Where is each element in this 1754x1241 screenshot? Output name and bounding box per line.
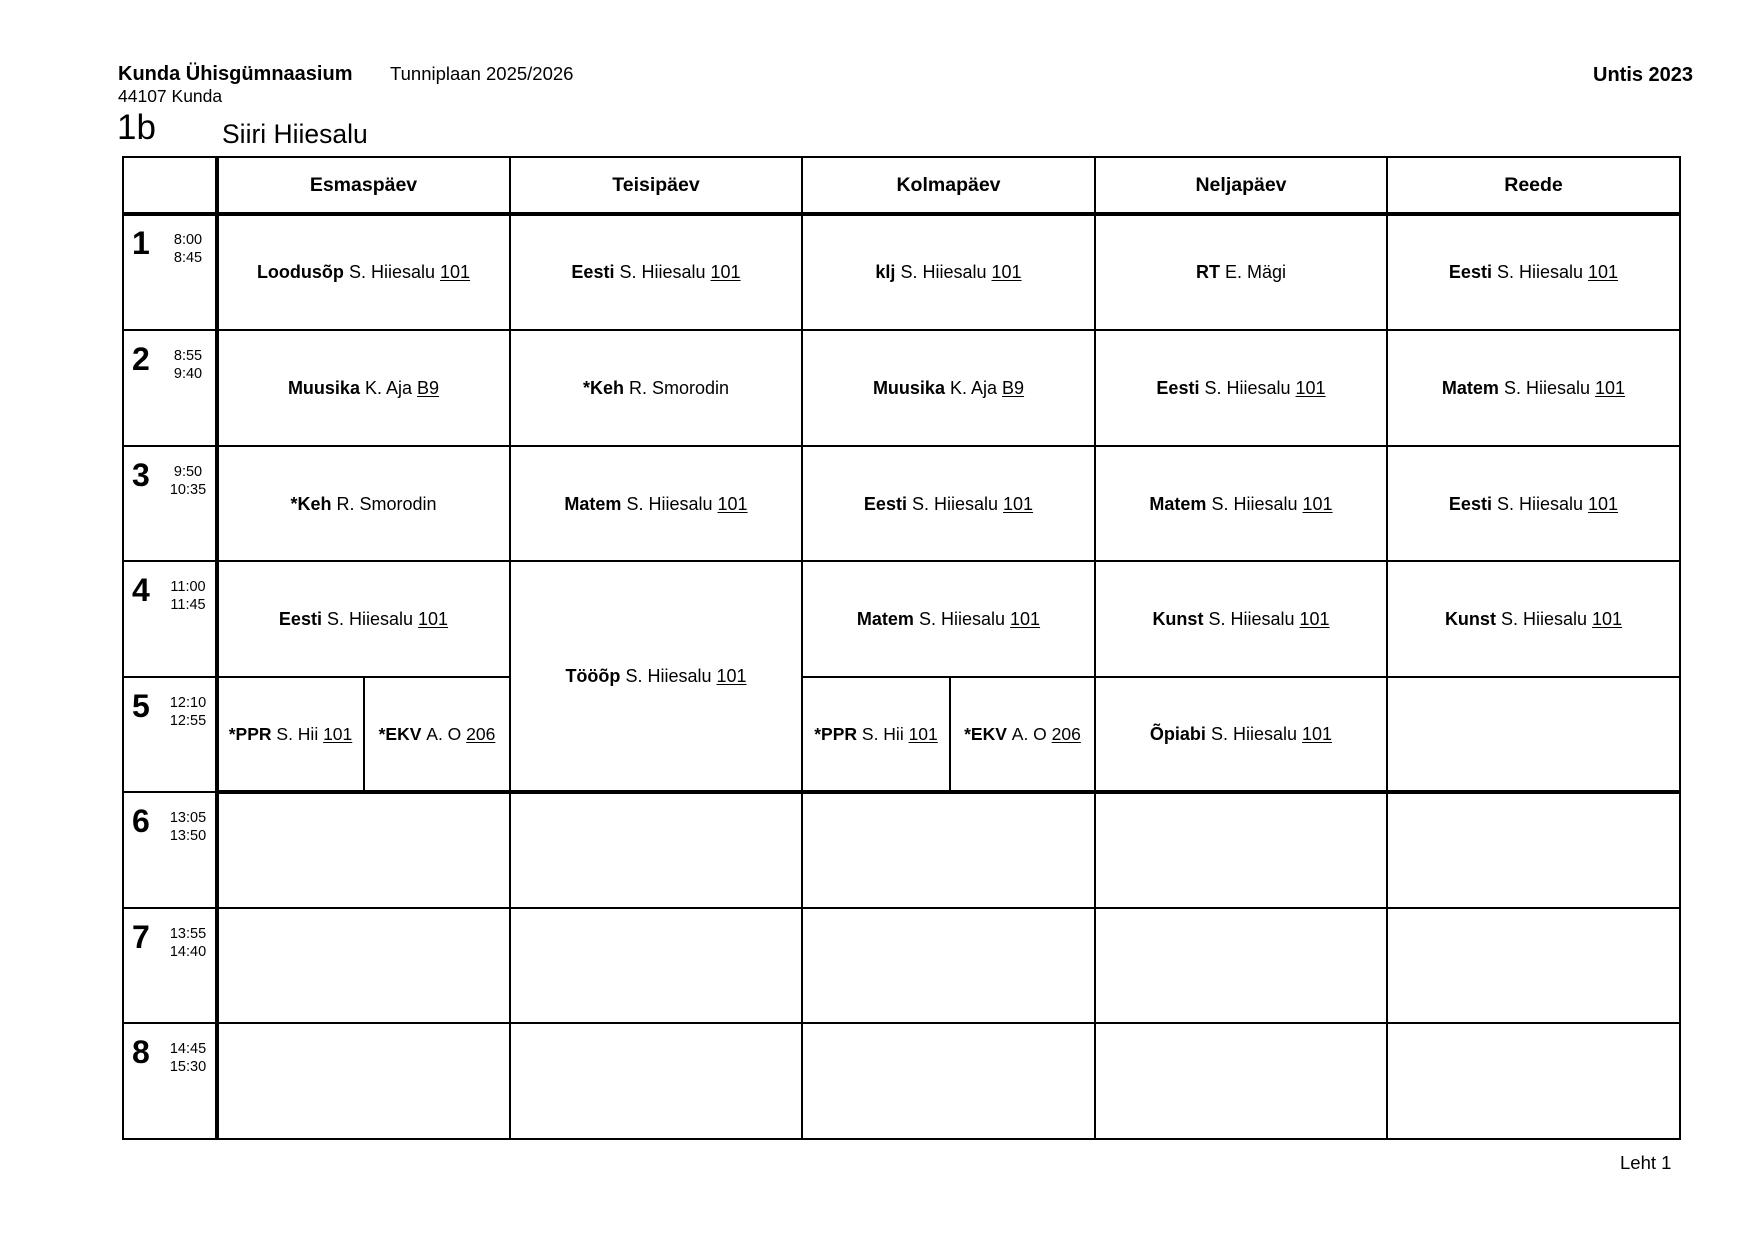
lesson-subject: Eesti (278, 608, 322, 629)
period-1 (123, 214, 217, 330)
lesson-teacher: S. Hiiesalu (1204, 377, 1291, 398)
lesson-subject: Tööõp (565, 666, 621, 686)
plan-title: Tunniplaan 2025/2026 (390, 63, 574, 84)
lesson-subject: Eesti (1448, 493, 1492, 514)
period-number: 6 (132, 803, 150, 839)
lesson-teacher: S. Hiiesalu (625, 666, 712, 686)
lesson-cell[interactable] (1387, 561, 1680, 677)
lesson-teacher: R. Smorodin (628, 377, 730, 398)
lesson-cell[interactable] (1095, 446, 1387, 562)
lesson-teacher: S. Hiiesalu (626, 493, 713, 514)
lesson-room: 101 (716, 666, 747, 686)
lesson-subject: *Keh (582, 377, 624, 398)
lesson-subject: Eesti (863, 493, 907, 514)
period-start: 13:05 (169, 810, 207, 826)
lesson-teacher: A. O (1011, 724, 1047, 744)
lesson-teacher: A. O (426, 724, 462, 744)
lesson-room: 206 (1051, 724, 1081, 744)
lesson-cell[interactable] (802, 677, 950, 792)
lesson-room: 101 (1299, 608, 1330, 629)
lesson-teacher: S. Hiiesalu (918, 608, 1005, 629)
lesson-subject: Matem (1149, 493, 1207, 514)
lesson-teacher: S. Hii (276, 724, 319, 744)
lesson-subject: RT (1195, 261, 1220, 282)
period-5 (123, 677, 217, 793)
period-start: 14:45 (169, 1041, 207, 1057)
lesson-teacher: S. Hiiesalu (900, 261, 987, 282)
period-times (166, 578, 210, 614)
lesson-subject: Kunst (1152, 608, 1204, 629)
lesson-cell[interactable] (1387, 214, 1680, 330)
lesson-room: B9 (1002, 377, 1025, 398)
lesson-room: 206 (466, 724, 496, 744)
lesson-subject: Muusika (287, 377, 360, 398)
period-number: 4 (132, 572, 150, 608)
period-number: 2 (132, 341, 150, 377)
lesson-subject: Muusika (872, 377, 945, 398)
lesson-subject: Matem (564, 493, 622, 514)
period-end: 15:30 (169, 1059, 207, 1075)
period-times (166, 347, 210, 383)
period-end: 8:45 (173, 250, 203, 266)
lesson-cell[interactable] (1095, 561, 1387, 677)
lesson-cell[interactable] (1387, 446, 1680, 562)
lesson-subject: Eesti (1156, 377, 1200, 398)
period-end: 11:45 (170, 597, 206, 613)
period-start: 8:55 (173, 348, 203, 364)
lesson-cell[interactable] (510, 214, 802, 330)
teacher-name: Siiri Hiiesalu (222, 119, 368, 149)
lesson-cell[interactable] (217, 330, 510, 446)
software-label: Untis 2023 (1593, 64, 1694, 86)
lesson-teacher: S. Hiiesalu (1208, 608, 1295, 629)
lesson-cell[interactable] (1095, 330, 1387, 446)
row-divider (122, 1022, 1681, 1024)
lesson-room: 101 (908, 724, 938, 744)
lesson-cell-double[interactable] (510, 561, 802, 792)
period-number: 7 (132, 919, 150, 955)
lesson-room: 101 (1592, 608, 1623, 629)
lesson-cell[interactable] (217, 214, 510, 330)
lesson-room: B9 (417, 377, 440, 398)
lesson-cell[interactable] (1095, 214, 1387, 330)
day-header-friday: Reede (1504, 173, 1563, 196)
period-end: 9:40 (173, 366, 203, 382)
lesson-teacher: S. Hiiesalu (1496, 493, 1584, 514)
lesson-teacher: E. Mägi (1224, 261, 1287, 282)
lesson-subject: Loodusõp (256, 261, 344, 282)
period-times (166, 809, 210, 845)
period-start: 8:00 (173, 232, 203, 248)
lesson-room: 101 (1588, 261, 1619, 282)
lesson-teacher: S. Hiiesalu (1500, 608, 1587, 629)
table-border-bottom (122, 1138, 1681, 1140)
period-end: 13:50 (169, 828, 207, 844)
lesson-cell[interactable] (802, 561, 1095, 677)
period-2 (123, 330, 217, 446)
period-end: 14:40 (169, 944, 207, 960)
period-end: 12:55 (169, 713, 207, 729)
lesson-teacher: S. Hii (861, 724, 904, 744)
period-8 (123, 1023, 217, 1139)
lesson-cell[interactable] (1095, 677, 1387, 792)
lesson-teacher: K. Aja (949, 377, 998, 398)
period-start: 13:55 (169, 926, 207, 942)
lesson-cell[interactable] (217, 561, 510, 677)
lesson-teacher: S. Hiiesalu (1211, 493, 1298, 514)
lesson-room: 101 (1302, 493, 1333, 514)
lesson-teacher: S. Hiiesalu (619, 261, 706, 282)
row-divider (122, 907, 1681, 909)
lesson-subject: *PPR (814, 724, 858, 744)
period-times (166, 925, 210, 961)
lesson-cell[interactable] (1387, 330, 1680, 446)
lesson-cell[interactable] (802, 214, 1095, 330)
day-header-wednesday: Kolmapäev (896, 173, 1001, 196)
period-times (166, 1040, 210, 1076)
lesson-subject: Eesti (571, 261, 615, 282)
lesson-room: 101 (991, 261, 1022, 282)
lesson-cell[interactable] (364, 677, 510, 792)
class-name: 1b (117, 108, 156, 147)
period-3 (123, 446, 217, 562)
lesson-cell[interactable] (802, 330, 1095, 446)
period-7 (123, 908, 217, 1024)
lesson-cell[interactable] (950, 677, 1095, 792)
period-number: 3 (132, 457, 150, 493)
lesson-room: 101 (440, 261, 471, 282)
lesson-teacher: S. Hiiesalu (1210, 724, 1297, 744)
lesson-cell[interactable] (510, 330, 802, 446)
period-start: 11:00 (170, 579, 206, 595)
lesson-room: 101 (1295, 377, 1326, 398)
lesson-teacher: S. Hiiesalu (348, 261, 435, 282)
lesson-room: 101 (717, 493, 748, 514)
lesson-teacher: R. Smorodin (336, 493, 437, 514)
lesson-subject: *EKV (378, 724, 422, 744)
lesson-subject: klj (875, 261, 896, 282)
period-number: 1 (132, 225, 150, 261)
period-times (166, 694, 210, 730)
lesson-cell[interactable] (802, 446, 1095, 562)
period-start: 12:10 (169, 695, 207, 711)
lesson-subject: Matem (856, 608, 914, 629)
lesson-teacher: S. Hiiesalu (911, 493, 999, 514)
page-label: Leht 1 (1620, 1152, 1672, 1173)
school-address: 44107 Kunda (118, 86, 223, 106)
lesson-subject: Õpiabi (1149, 724, 1206, 744)
period-number: 8 (132, 1034, 150, 1070)
lesson-teacher: S. Hiiesalu (1503, 377, 1590, 398)
lesson-teacher: S. Hiiesalu (1496, 261, 1584, 282)
lesson-room: 101 (323, 724, 353, 744)
lesson-room: 101 (1003, 493, 1034, 514)
lesson-room: 101 (1595, 377, 1626, 398)
period-times (166, 463, 210, 499)
lesson-room: 101 (1010, 608, 1041, 629)
period-4 (123, 561, 217, 677)
lesson-cell[interactable] (217, 446, 510, 562)
period-start: 9:50 (173, 464, 203, 480)
period-times (166, 231, 210, 267)
day-header-monday: Esmaspäev (309, 173, 418, 196)
lesson-room: 101 (1588, 493, 1619, 514)
period-6 (123, 792, 217, 908)
lesson-teacher: K. Aja (364, 377, 413, 398)
period-end: 10:35 (169, 482, 207, 498)
day-header-tuesday: Teisipäev (612, 173, 700, 196)
lesson-teacher: S. Hiiesalu (326, 608, 414, 629)
school-name: Kunda Ühisgümnaasium (118, 63, 353, 85)
period-number: 5 (132, 688, 150, 724)
lesson-subject: Eesti (1448, 261, 1492, 282)
lesson-subject: Kunst (1444, 608, 1496, 629)
day-header-thursday: Neljapäev (1195, 173, 1287, 196)
lesson-room: 101 (710, 261, 741, 282)
lesson-cell[interactable] (510, 446, 802, 562)
lesson-cell[interactable] (217, 677, 364, 792)
lesson-subject: Matem (1441, 377, 1499, 398)
lesson-subject: *Keh (290, 493, 332, 514)
lesson-subject: *EKV (964, 724, 1007, 744)
lesson-room: 101 (418, 608, 449, 629)
lesson-subject: *PPR (228, 724, 272, 744)
lesson-room: 101 (1302, 724, 1333, 744)
